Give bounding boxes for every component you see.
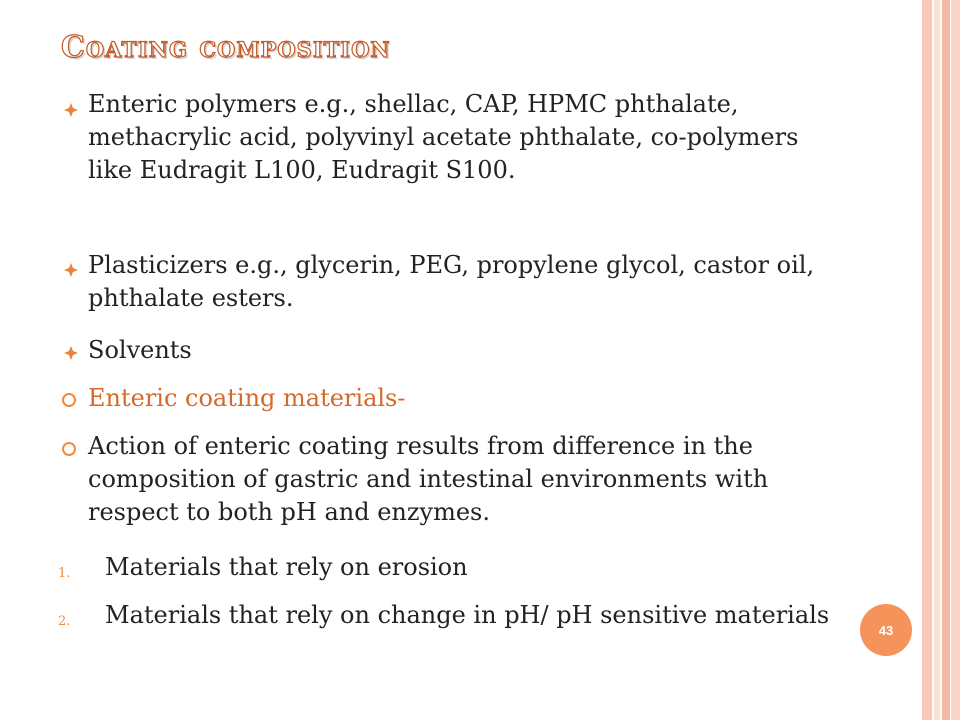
border-stripe	[951, 0, 960, 720]
list-number: 1.	[58, 566, 71, 581]
border-stripe	[934, 0, 940, 720]
page-number-badge: 43	[860, 604, 912, 656]
diamond-bullet-icon	[64, 346, 78, 360]
bullet-text: Action of enteric coating results from difference in the composition of gastric and intestinal environments with respect to both pH and enzymes.	[88, 432, 769, 526]
bullet-text: Plasticizers e.g., glycerin, PEG, propylene glycol, castor oil, phthalate esters.	[88, 251, 815, 312]
diamond-bullet-icon	[64, 103, 78, 117]
slide-title: Coating composition	[61, 30, 391, 65]
border-stripe	[942, 0, 950, 720]
bullet-text: Solvents	[88, 336, 192, 364]
border-stripe	[922, 0, 932, 720]
circle-bullet-icon	[62, 442, 76, 456]
bullet-text: Enteric polymers e.g., shellac, CAP, HPMC phthalate, methacrylic acid, polyvinyl acetate phthalate, co-polymers like Eudragit L100, Eudragit S100.	[88, 90, 799, 184]
numbered-text: Materials that rely on erosion	[105, 553, 468, 581]
diamond-bullet-icon	[64, 263, 78, 277]
list-number: 2.	[58, 614, 71, 629]
numbered-text: Materials that rely on change in pH/ pH sensitive materials	[105, 601, 830, 629]
circle-bullet-icon	[62, 393, 76, 407]
section-heading: Enteric coating materials-	[88, 384, 406, 412]
